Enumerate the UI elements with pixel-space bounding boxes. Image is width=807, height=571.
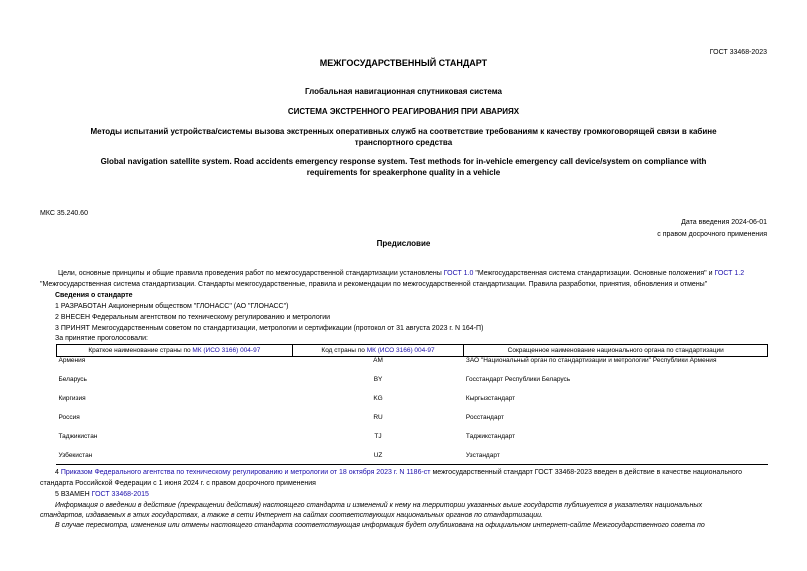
- header-code: [292, 345, 464, 357]
- table-header-row: [57, 345, 768, 357]
- item-5: [55, 490, 149, 499]
- mk-iso-link-2[interactable]: МК (ИСО 3166) 004-97: [366, 346, 435, 354]
- code-cell: TJ: [374, 433, 382, 440]
- paragraph-1-continued: "Межгосударственная система стандартизации. Стандарты межгосударственные, правила и рекомендации по межгосударственной стандартизации. Правила разработки, принятия, обновления и отмены": [40, 281, 708, 288]
- preface-title: Предисловие: [376, 239, 431, 248]
- early-apply: с правом досрочного применения: [657, 231, 767, 238]
- item-2: 2 ВНЕСЕН Федеральным агентством по техническому регулированию и метрологии: [55, 314, 331, 321]
- intro-date: Дата введения 2024-06-01: [681, 219, 767, 226]
- header-code-text: Код страны по: [321, 346, 367, 354]
- header-country-text: Краткое наименование страны по: [88, 346, 193, 354]
- info-heading: Сведения о стандарте: [55, 292, 133, 299]
- mk-iso-link-1[interactable]: МК (ИСО 3166) 004-97: [192, 346, 261, 354]
- states-table: [56, 344, 768, 471]
- title-en-2: requirements for speakerphone quality in a vehicle: [306, 168, 501, 177]
- mks-code: МКС 35.240.60: [40, 210, 88, 217]
- table-row: [57, 357, 768, 377]
- item-5-text: 5 ВЗАМЕН: [55, 491, 92, 498]
- table-row: [57, 414, 768, 433]
- note-2: В случае пересмотра, изменения или отмены настоящего стандарта соответствующая информация будет опубликована на официальном интернет-сайте Межгосударственного совета по: [55, 522, 705, 529]
- note-1-continued: стандартов, издаваемых в этих государствах, а также в сети Интернет на сайтах соответствующих национальных органов по стандартизации.: [40, 512, 543, 519]
- item-4-number: 4: [55, 469, 61, 476]
- body-cell: Росстандарт: [465, 414, 505, 421]
- country-cell: Киргизия: [58, 395, 86, 402]
- item-4-continued: стандарта Российской Федерации с 1 июня 2024 г. с правом досрочного применения: [40, 480, 316, 487]
- code-cell: UZ: [373, 452, 383, 459]
- table-row: [57, 433, 768, 452]
- body-cell: Узстандарт: [465, 452, 500, 459]
- code-cell: RU: [373, 414, 383, 421]
- table-row: [57, 395, 768, 414]
- title-en-1: Global navigation satellite system. Road accidents emergency response system. Test methods for in-vehicle emergency call device/system on compliance with: [100, 157, 707, 166]
- table-row: [57, 376, 768, 395]
- order-link[interactable]: Приказом Федерального агентства по техническому регулированию и метрологии от 18 октября 2023 г. N 1186-ст: [60, 469, 431, 476]
- country-cell: Узбекистан: [58, 452, 93, 459]
- standard-type: МЕЖГОСУДАРСТВЕННЫЙ СТАНДАРТ: [319, 58, 488, 68]
- gost-1-2-link[interactable]: ГОСТ 1.2: [714, 270, 745, 277]
- table-bottom-rule: [56, 464, 768, 465]
- country-cell: Беларусь: [58, 376, 87, 383]
- item-1: 1 РАЗРАБОТАН Акционерным обществом "ГЛОНАСС" (АО "ГЛОНАСС"): [55, 303, 289, 310]
- body-cell: Кыргызстандарт: [465, 395, 516, 402]
- doc-code: ГОСТ 33468-2023: [709, 49, 767, 56]
- item-3: 3 ПРИНЯТ Межгосударственным советом по стандартизации, метрологии и сертификации (протокол от 31 августа 2023 г. N 164-П): [55, 325, 484, 332]
- paragraph-1-text-a: Цели, основные принципы и общие правила проведения работ по межгосударственной стандартизации установлены: [58, 270, 444, 277]
- item-4: [55, 468, 742, 477]
- code-cell: AM: [373, 357, 383, 364]
- country-cell: Армения: [58, 357, 86, 364]
- paragraph-1: [40, 269, 770, 278]
- gost-1-0-link[interactable]: ГОСТ 1.0: [443, 270, 474, 277]
- gost-2015-link[interactable]: ГОСТ 33468-2015: [91, 491, 149, 498]
- header-country: [57, 345, 293, 357]
- country-cell: Таджикистан: [58, 433, 98, 440]
- code-cell: BY: [373, 376, 383, 383]
- title-line-2: СИСТЕМА ЭКСТРЕННОГО РЕАГИРОВАНИЯ ПРИ АВАРИЯХ: [287, 107, 520, 116]
- code-cell: KG: [373, 395, 383, 402]
- header-body: Сокращенное наименование национального органа по стандартизации: [464, 345, 768, 357]
- title-ru-1: Методы испытаний устройства/системы вызова экстренных оперативных служб на соответствие требованиям к качеству громкоговорящей связи в кабине: [90, 127, 717, 136]
- title-ru-2: транспортного средства: [354, 138, 453, 147]
- note-1: Информация о введении в действие (прекращении действия) настоящего стандарта и изменений к нему на территории указанных выше государств публикуется в указателях национальных: [55, 502, 703, 509]
- body-cell: Госстандарт Республики Беларусь: [465, 376, 571, 383]
- body-cell: Таджикстандарт: [465, 433, 516, 440]
- body-cell: ЗАО "Национальный орган по стандартизации и метрологии" Республики Армения: [465, 357, 717, 364]
- item-4-text: межгосударственный стандарт ГОСТ 33468-2023 введен в действие в качестве национального: [430, 469, 743, 476]
- country-cell: Россия: [58, 414, 80, 421]
- paragraph-1-text-b: "Межгосударственная система стандартизации. Основные положения" и: [473, 270, 715, 277]
- title-line-1: Глобальная навигационная спутниковая система: [305, 87, 502, 96]
- voted-label: За принятие проголосовали:: [55, 335, 148, 342]
